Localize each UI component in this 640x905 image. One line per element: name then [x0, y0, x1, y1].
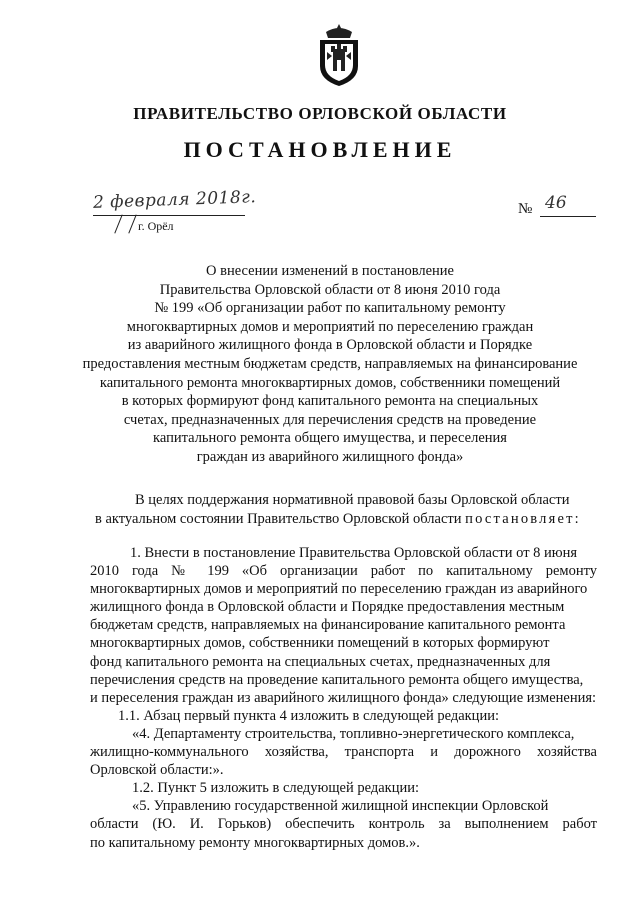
preamble-line: В целях поддержания нормативной правовой базы Орловской области — [135, 492, 570, 508]
handwritten-date: 2 февраля 2018г. — [92, 187, 257, 213]
body-line: перечисления средств на проведение капитального ремонта общего имущества, — [90, 671, 584, 688]
subject-line: счетах, предназначенных для перечисления средств на проведение — [123, 411, 537, 428]
date-underline — [93, 215, 245, 216]
body-line: 1. Внести в постановление Правительства Орловской области от 8 июня — [130, 545, 578, 561]
document-body — [90, 544, 597, 852]
document-subject — [80, 262, 580, 467]
body-line: бюджетам средств, направляемых на финансирование капитального ремонта — [90, 617, 566, 634]
body-line: по капитальному ремонту многоквартирных домов.». — [90, 834, 420, 851]
subject-line: № 199 «Об организации работ по капитальному ремонту — [154, 300, 506, 317]
body-line: «5. Управлению государственной жилищной инспекции Орловской — [132, 798, 549, 815]
subject-line: многоквартирных домов и мероприятий по переселению граждан — [126, 318, 534, 335]
body-line: области (Ю. И. Горьков) обеспечить контроль за выполнением работ — [90, 816, 597, 833]
subject-line: О внесении изменений в постановление — [206, 263, 454, 279]
preamble-text: в актуальном состоянии Правительство Орловской области — [95, 510, 462, 527]
subject-line: предоставления местным бюджетам средств, направляемых на финансирование — [82, 355, 578, 372]
body-line: «4. Департаменту строительства, топливно-энергетического комплекса, — [132, 725, 575, 742]
body-line: и переселения граждан из аварийного жилищного фонда» следующие изменения: — [90, 689, 597, 706]
preamble — [95, 491, 595, 528]
subject-line: Правительства Орловской области от 8 июня 2010 года — [159, 281, 501, 298]
subject-line: капитального ремонта общего имущества, и переселения — [153, 430, 507, 447]
subject-line: в которых формируют фонд капитального ремонта на специальных — [121, 393, 539, 410]
subject-line: граждан из аварийного жилищного фонда» — [196, 448, 464, 465]
body-line: жилищного фонда в Орловской области и Порядке предоставления местным — [90, 599, 565, 616]
handwritten-number: 46 — [545, 193, 567, 213]
number-underline — [540, 216, 596, 217]
date-slash-mark — [128, 215, 136, 234]
preamble-line — [95, 510, 595, 529]
preamble-verb: постановляет: — [465, 510, 581, 527]
orel-coat-of-arms-icon — [316, 22, 362, 88]
subject-line: из аварийного жилищного фонда в Орловской области и Порядке — [127, 337, 533, 354]
city-label: г. Орёл — [138, 219, 174, 233]
body-line: жилищно-коммунального хозяйства, транспорта и дорожного хозяйства — [90, 744, 597, 761]
body-line: многоквартирных домов, собственники помещений в которых формируют — [90, 635, 550, 652]
body-line: Орловской области:». — [90, 762, 224, 779]
body-line: 1.2. Пункт 5 изложить в следующей редакции: — [132, 780, 420, 797]
body-line: фонд капитального ремонта на специальных счетах, предназначенных для — [90, 653, 551, 670]
body-line: 1.1. Абзац первый пункта 4 изложить в следующей редакции: — [118, 707, 499, 724]
government-title: ПРАВИТЕЛЬСТВО ОРЛОВСКОЙ ОБЛАСТИ — [133, 104, 507, 123]
date-slash-mark — [114, 215, 122, 234]
number-label: № — [518, 201, 533, 217]
document-type: ПОСТАНОВЛЕНИЕ — [183, 137, 457, 162]
body-line: многоквартирных домов и мероприятий по переселению граждан из аварийного — [90, 581, 588, 598]
body-line: 2010 года № 199 «Об организации работ по капитальному ремонту — [90, 563, 597, 580]
subject-line: капитального ремонта многоквартирных домов, собственники помещений — [99, 374, 561, 391]
